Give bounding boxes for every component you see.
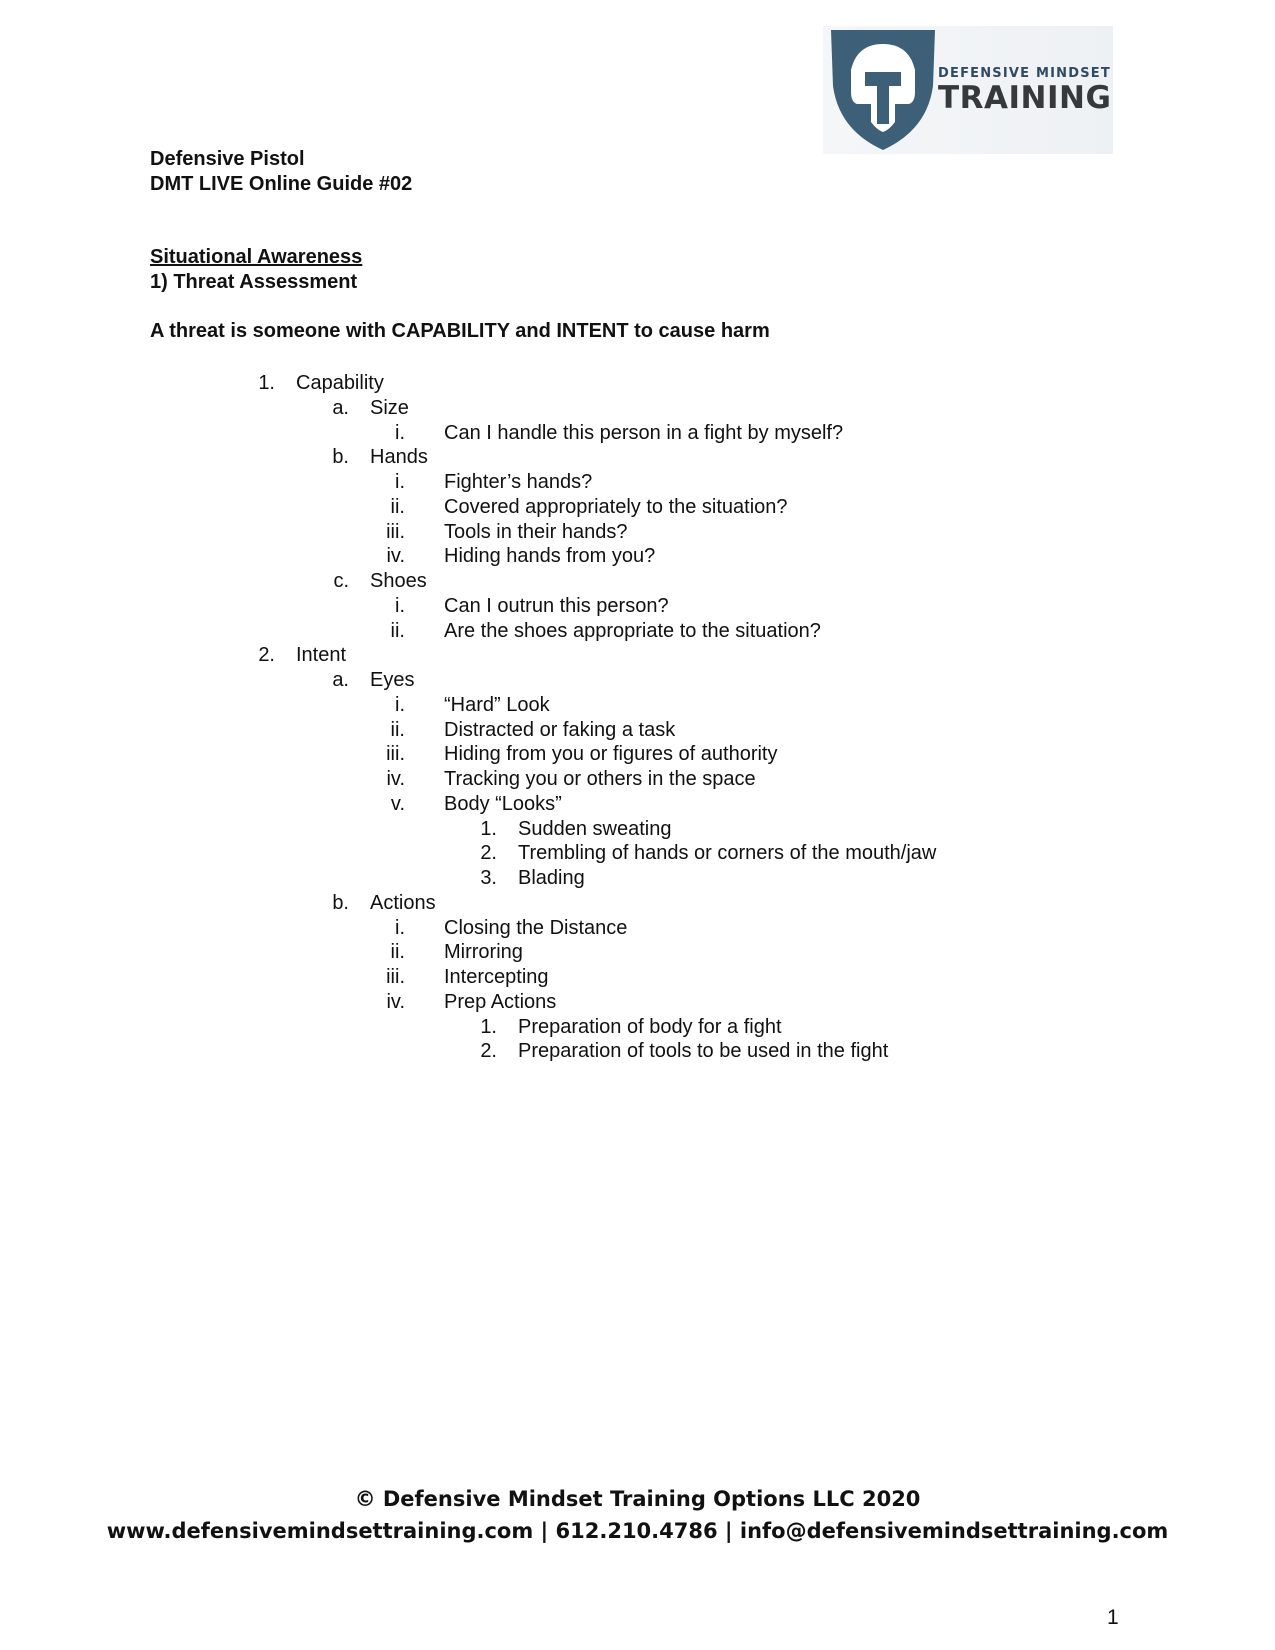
outline-marker: 1.: [480, 818, 497, 840]
outline-item-level-3: Distracted or faking a task: [444, 719, 676, 741]
outline-marker: ii.: [390, 941, 405, 963]
outline-item-level-3: Intercepting: [444, 966, 549, 988]
outline-item-level-1: Capability: [296, 372, 384, 394]
outline-item-level-3: “Hard” Look: [444, 694, 550, 716]
outline-marker: i.: [395, 471, 405, 493]
outline-marker: 2.: [480, 1040, 497, 1062]
course-title: Defensive Pistol: [150, 148, 305, 170]
outline-marker: 3.: [480, 867, 497, 889]
outline-item-level-3: Fighter’s hands?: [444, 471, 593, 493]
outline-marker: c.: [333, 570, 349, 592]
outline-marker: a.: [332, 397, 349, 419]
outline-item-level-4: Trembling of hands or corners of the mouth/jaw: [518, 842, 937, 864]
outline-item-level-2: Actions: [370, 892, 436, 914]
outline-item-level-3: Body “Looks”: [444, 793, 562, 815]
outline-item-level-2: Shoes: [370, 570, 427, 592]
outline-item-level-2: Eyes: [370, 669, 415, 691]
section-subtitle: 1) Threat Assessment: [150, 271, 358, 293]
outline-item-level-2: Hands: [370, 446, 428, 468]
outline-marker: ii.: [390, 496, 405, 518]
outline-marker: i.: [395, 694, 405, 716]
outline-item-level-3: Closing the Distance: [444, 917, 628, 939]
outline-marker: 2.: [258, 644, 275, 666]
outline-marker: iii.: [386, 743, 405, 765]
section-title: Situational Awareness: [150, 246, 363, 268]
outline-item-level-3: Hiding hands from you?: [444, 545, 656, 567]
copyright-line: © Defensive Mindset Training Options LLC 2020: [354, 1487, 921, 1511]
outline-item-level-3: Are the shoes appropriate to the situation?: [444, 620, 821, 642]
outline-item-level-2: Size: [370, 397, 409, 419]
outline-item-level-3: Mirroring: [444, 941, 523, 963]
outline-item-level-3: Covered appropriately to the situation?: [444, 496, 788, 518]
outline-item-level-4: Preparation of body for a fight: [518, 1016, 782, 1038]
contact-line: www.defensivemindsettraining.com | 612.210.4786 | info@defensivemindsettraining.com: [106, 1519, 1169, 1543]
outline-marker: iv.: [386, 991, 405, 1013]
logo-top-line: DEFENSIVE MINDSET: [938, 66, 1111, 81]
outline-marker: ii.: [390, 719, 405, 741]
outline-item-level-4: Preparation of tools to be used in the fight: [518, 1040, 889, 1062]
outline-marker: 1.: [480, 1016, 497, 1038]
outline-marker: b.: [332, 892, 349, 914]
outline-item-level-3: Hiding from you or figures of authority: [444, 743, 778, 765]
outline-marker: i.: [395, 917, 405, 939]
outline-item-level-3: Can I outrun this person?: [444, 595, 669, 617]
outline-marker: iii.: [386, 966, 405, 988]
outline-item-level-3: Prep Actions: [444, 991, 557, 1013]
outline-marker: i.: [395, 422, 405, 444]
outline-item-level-4: Sudden sweating: [518, 818, 672, 840]
outline-marker: 1.: [258, 372, 275, 394]
outline-item-level-3: Can I handle this person in a fight by myself?: [444, 422, 844, 444]
outline-item-level-3: Tracking you or others in the space: [444, 768, 756, 790]
outline-marker: iv.: [386, 768, 405, 790]
thesis-statement: A threat is someone with CAPABILITY and INTENT to cause harm: [150, 320, 770, 342]
outline-item-level-4: Blading: [518, 867, 585, 889]
outline-marker: iv.: [386, 545, 405, 567]
outline-marker: a.: [332, 669, 349, 691]
outline-marker: 2.: [480, 842, 497, 864]
page-number: 1: [1107, 1606, 1119, 1629]
outline-marker: ii.: [390, 620, 405, 642]
outline-marker: v.: [390, 793, 405, 815]
outline-marker: b.: [332, 446, 349, 468]
outline-marker: i.: [395, 595, 405, 617]
outline-marker: iii.: [386, 521, 405, 543]
outline-item-level-1: Intent: [296, 644, 347, 666]
logo-main-word: TRAINING: [938, 80, 1112, 116]
guide-title: DMT LIVE Online Guide #02: [150, 173, 413, 195]
outline-item-level-3: Tools in their hands?: [444, 521, 628, 543]
